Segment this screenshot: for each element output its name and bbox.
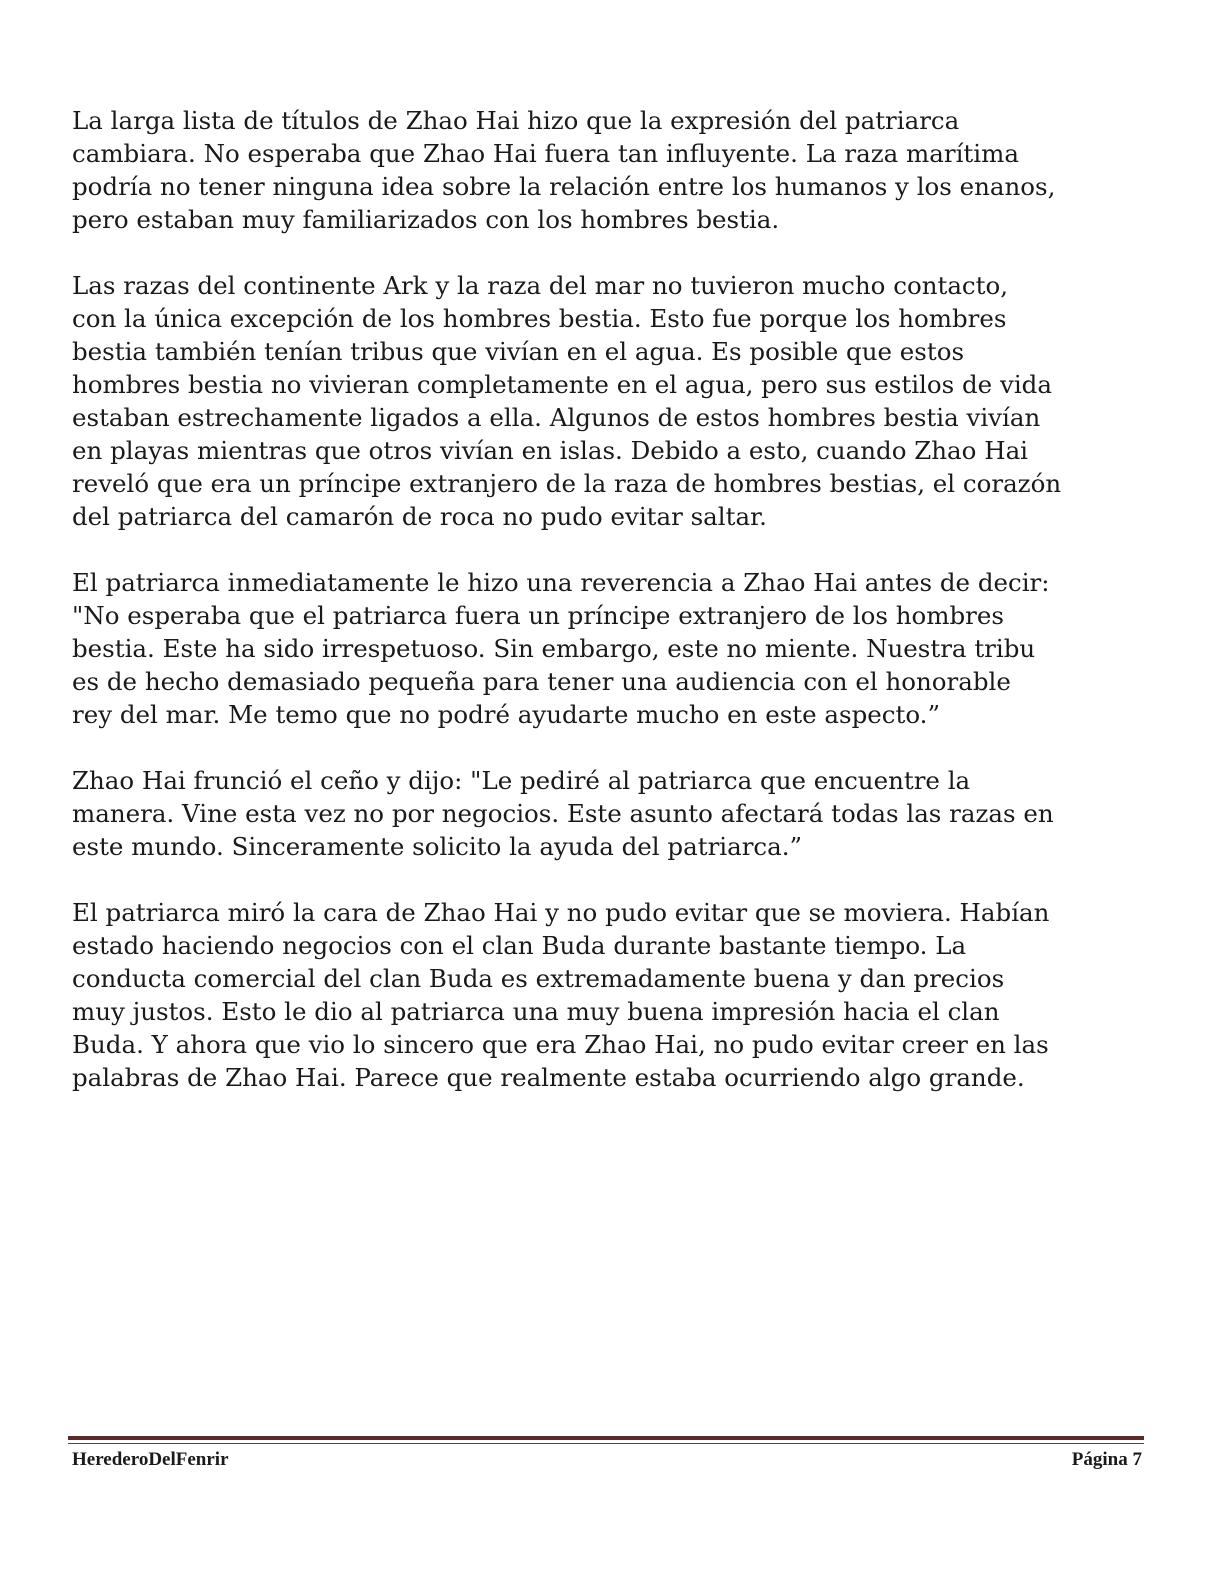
footer-rule: [68, 1436, 1144, 1446]
text-line: manera. Vine esta vez no por negocios. Este asunto afectará todas las razas en: [72, 799, 1054, 828]
text-line: bestia también tenían tribus que vivían en el agua. Es posible que estos: [72, 337, 965, 366]
text-line: La larga lista de títulos de Zhao Hai hizo que la expresión del patriarca: [72, 106, 960, 135]
text-line: en playas mientras que otros vivían en islas. Debido a esto, cuando Zhao Hai: [72, 436, 1029, 465]
footer-rule-thin: [68, 1443, 1144, 1444]
text-line: El patriarca inmediatamente le hizo una reverencia a Zhao Hai antes de decir:: [72, 568, 1050, 597]
text-line: bestia. Este ha sido irrespetuoso. Sin embargo, este no miente. Nuestra tribu: [72, 634, 1036, 663]
text-line: Buda. Y ahora que vio lo sincero que era Zhao Hai, no pudo evitar creer en las: [72, 1030, 1049, 1059]
text-line: podría no tener ninguna idea sobre la relación entre los humanos y los enanos,: [72, 172, 1056, 201]
text-line: pero estaban muy familiarizados con los hombres bestia.: [72, 205, 780, 234]
text-line: muy justos. Esto le dio al patriarca una muy buena impresión hacia el clan: [72, 997, 1000, 1026]
text-line: Las razas del continente Ark y la raza del mar no tuvieron mucho contacto,: [72, 271, 1009, 300]
text-line: Zhao Hai frunció el ceño y dijo: "Le pediré al patriarca que encuentre la: [72, 766, 971, 795]
paragraph-5: [72, 896, 1157, 1094]
text-line: del patriarca del camarón de roca no pudo evitar saltar.: [72, 502, 767, 531]
paragraph-2: [72, 269, 1157, 533]
text-line: reveló que era un príncipe extranjero de la raza de hombres bestias, el corazón: [72, 469, 1062, 498]
text-line: "No esperaba que el patriarca fuera un príncipe extranjero de los hombres: [72, 601, 1004, 630]
text-line: conducta comercial del clan Buda es extremadamente buena y dan precios: [72, 964, 1005, 993]
text-line: hombres bestia no vivieran completamente en el agua, pero sus estilos de vida: [72, 370, 1052, 399]
text-line: cambiara. No esperaba que Zhao Hai fuera tan influyente. La raza marítima: [72, 139, 1019, 168]
text-line: estado haciendo negocios con el clan Buda durante bastante tiempo. La: [72, 931, 967, 960]
text-line: palabras de Zhao Hai. Parece que realmente estaba ocurriendo algo grande.: [72, 1063, 1025, 1092]
paragraph-1: [72, 104, 1157, 236]
body-text: [72, 104, 1157, 1127]
footer-page-number: Página 7: [1071, 1449, 1142, 1470]
text-line: es de hecho demasiado pequeña para tener una audiencia con el honorable: [72, 667, 1011, 696]
text-line: El patriarca miró la cara de Zhao Hai y no pudo evitar que se moviera. Habían: [72, 898, 1050, 927]
text-line: con la única excepción de los hombres bestia. Esto fue porque los hombres: [72, 304, 1007, 333]
text-line: este mundo. Sinceramente solicito la ayuda del patriarca.”: [72, 832, 803, 861]
footer-author: HerederoDelFenrir: [72, 1449, 229, 1470]
footer-rule-thick: [68, 1436, 1144, 1440]
paragraph-3: [72, 566, 1157, 731]
paragraph-4: [72, 764, 1157, 863]
text-line: rey del mar. Me temo que no podré ayudarte mucho en este aspecto.”: [72, 700, 940, 729]
text-line: estaban estrechamente ligados a ella. Algunos de estos hombres bestia vivían: [72, 403, 1041, 432]
